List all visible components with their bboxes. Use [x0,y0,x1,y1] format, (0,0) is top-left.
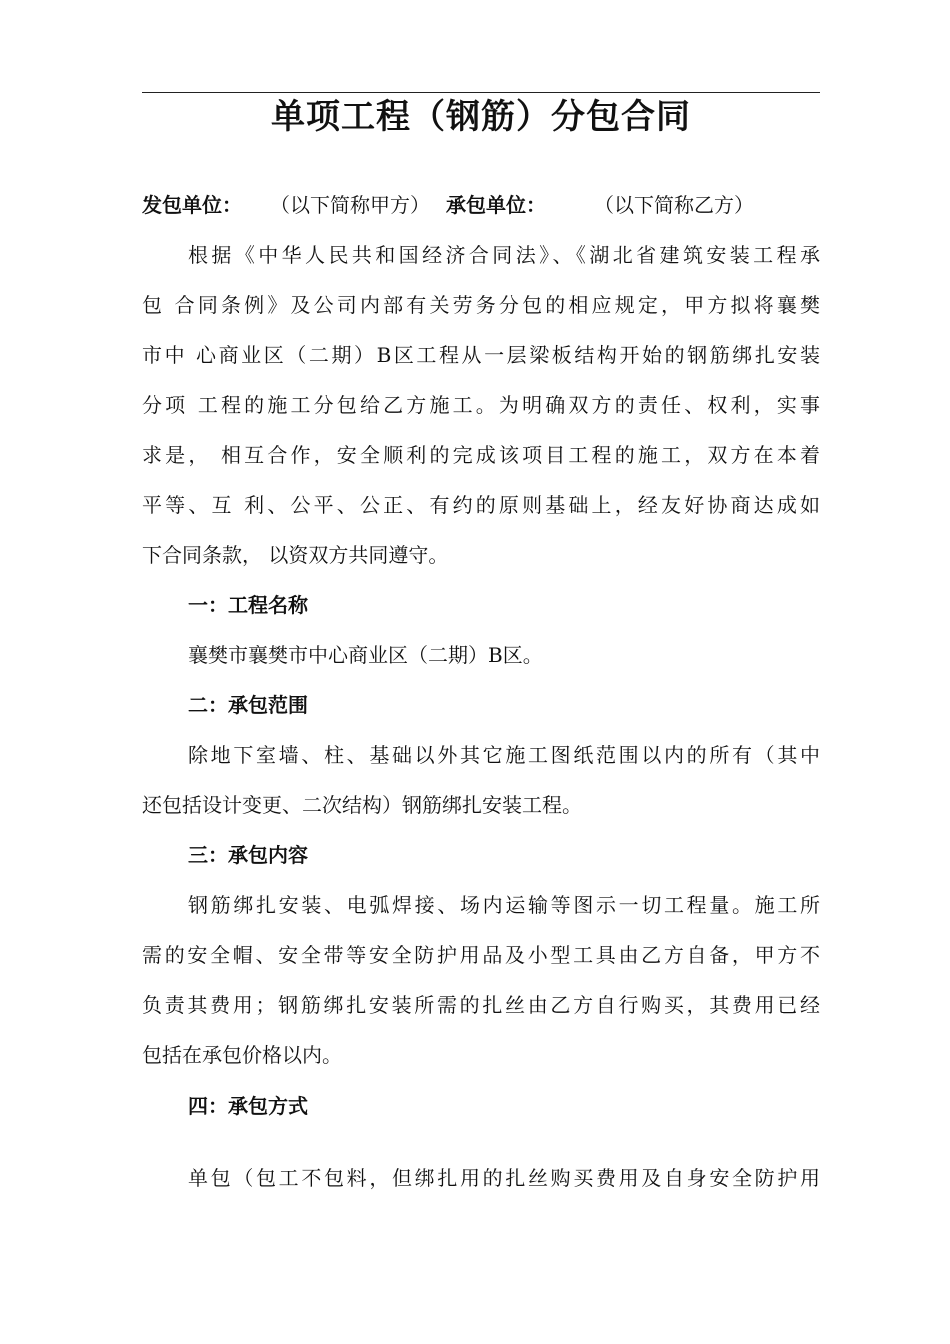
section-heading: 一：工程名称 [188,593,308,617]
section-line: 除地下室墙、柱、基础以外其它施工图纸范围以内的所有（其中 [188,743,820,767]
section-line: 包括在承包价格以内。 [142,1043,342,1067]
section-heading: 四：承包方式 [188,1094,308,1118]
section-line: 需的安全帽、安全带等安全防护用品及小型工具由乙方自备，甲方不 [142,943,820,967]
section-line: 负责其费用；钢筋绑扎安装所需的扎丝由乙方自行购买，其费用已经 [142,993,820,1017]
section-heading: 三：承包内容 [188,843,308,867]
section-line: 襄樊市襄樊市中心商业区（二期）B区。 [188,643,543,667]
intro-line: 分项 工程的施工分包给乙方施工。为明确双方的责任、权利，实事 [142,393,820,417]
intro-line: 包 合同条例》及公司内部有关劳务分包的相应规定，甲方拟将襄樊 [142,293,820,317]
party-a-label: 发包单位： [142,193,242,217]
intro-line: 求是， 相互合作，安全顺利的完成该项目工程的施工，双方在本着 [142,443,820,467]
section-line: 单包（包工不包料，但绑扎用的扎丝购买费用及自身安全防护用 [188,1166,820,1190]
document-title: 单项工程（钢筋）分包合同 [271,97,691,137]
top-rule [142,92,820,93]
intro-line: 根据《中华人民共和国经济合同法》、《湖北省建筑安装工程承 [188,243,820,267]
party-b-label: 承包单位： [446,193,546,217]
section-heading: 二：承包范围 [188,693,308,717]
intro-line: 下合同条款， 以资双方共同遵守。 [142,543,449,567]
section-line: 还包括设计变更、二次结构）钢筋绑扎安装工程。 [142,793,582,817]
parties-line [142,189,842,221]
party-a-note: （以下简称甲方） [270,193,430,217]
intro-line: 市中 心商业区（二期）B区工程从一层梁板结构开始的钢筋绑扎安装 [142,343,820,367]
party-b-note: （以下简称乙方） [594,193,754,217]
intro-line: 平等、互 利、公平、公正、有约的原则基础上，经友好协商达成如 [142,493,820,517]
section-line: 钢筋绑扎安装、电弧焊接、场内运输等图示一切工程量。施工所 [188,893,820,917]
